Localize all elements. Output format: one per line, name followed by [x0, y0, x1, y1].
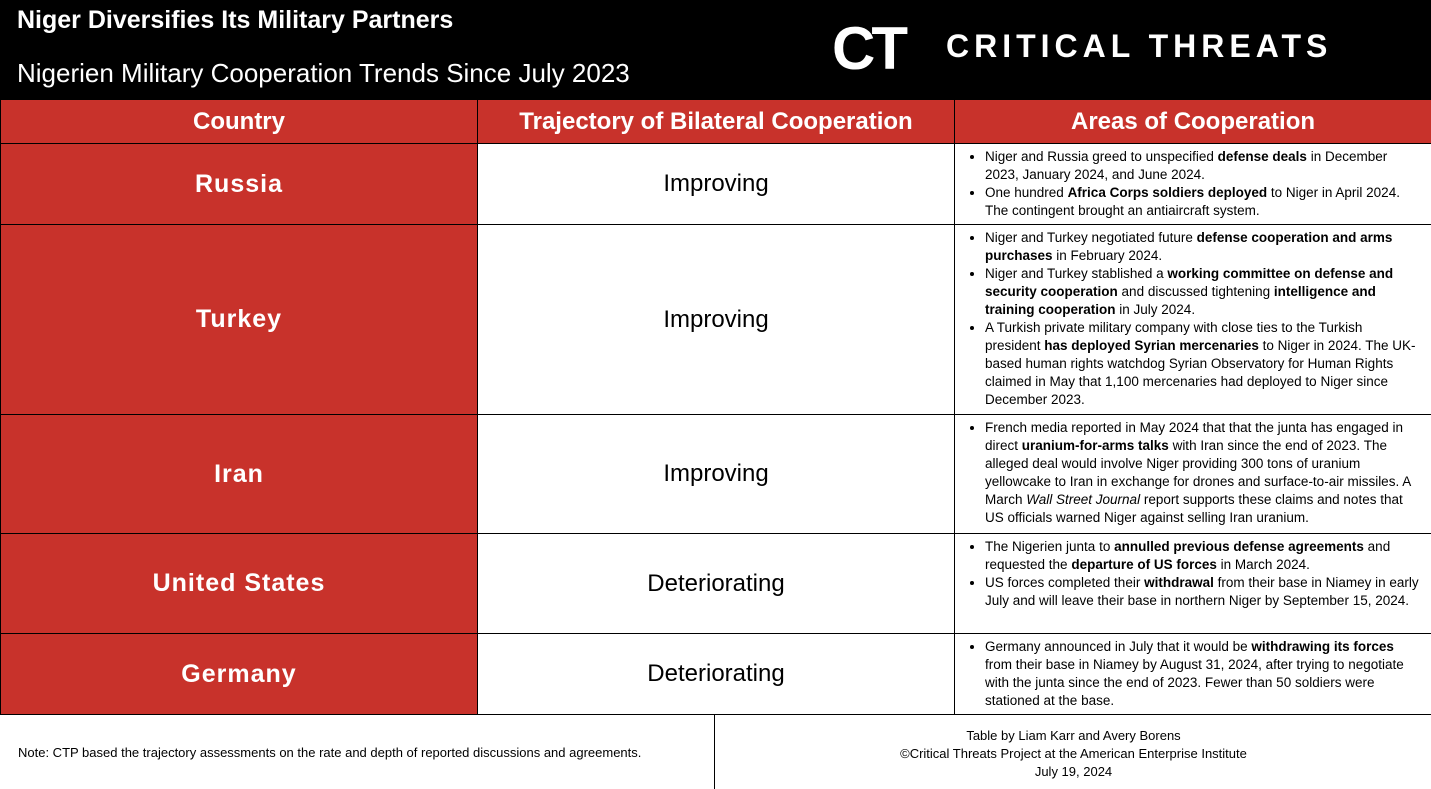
page-title: Niger Diversifies Its Military Partners	[17, 6, 454, 34]
bullet-text: to Niger in April 2024. The contingent brought an antiaircraft system.	[985, 185, 1400, 218]
bullet-item	[985, 319, 1421, 409]
header-banner	[0, 0, 1431, 99]
trajectory-cell: Improving	[478, 415, 955, 534]
bullet-item	[985, 229, 1421, 265]
bullet-text: One hundred	[985, 185, 1068, 200]
bullet-item	[985, 184, 1421, 220]
emphasis-text: working committee on defense and security cooperation	[985, 266, 1394, 299]
page-subtitle: Nigerien Military Cooperation Trends Since July 2023	[17, 58, 630, 88]
column-header-areas: Areas of Cooperation	[955, 100, 1431, 144]
ct-logo-icon: CT	[832, 15, 904, 82]
emphasis-text: uranium-for-arms talks	[1021, 438, 1169, 453]
italic-text: Wall Street Journal	[1026, 492, 1141, 507]
bullet-text: Niger and Russia greed to unspecified	[985, 149, 1218, 164]
bullet-text: The Nigerien junta to	[985, 539, 1115, 554]
bullet-text: US forces completed their	[985, 575, 1145, 590]
bullet-item	[985, 638, 1421, 710]
credit-date: July 19, 2024	[1034, 764, 1113, 779]
bullet-text: Germany announced in July that it would be	[985, 639, 1252, 654]
country-cell: Russia	[1, 144, 478, 225]
emphasis-text: withdrawal	[1144, 575, 1214, 590]
bullet-text: French media reported in May 2024 that that the junta has engaged in direct	[985, 420, 1404, 453]
bullet-text: and discussed tightening	[1117, 284, 1274, 299]
bullet-text: in December 2023, January 2024, and June 2024.	[985, 149, 1388, 182]
trajectory-cell: Deteriorating	[478, 534, 955, 634]
areas-cell	[955, 144, 1431, 225]
areas-cell	[955, 534, 1431, 634]
logo-wordmark: CRITICAL THREATS	[946, 28, 1333, 64]
bullet-text: from their base in Niamey by August 31, 2024, after trying to negotiate with the junta since the end of 2023. Fewer than 50 soldiers were stationed at the base.	[985, 657, 1404, 708]
country-cell: Iran	[1, 415, 478, 534]
areas-cell	[955, 225, 1431, 415]
emphasis-text: annulled previous defense agreements	[1114, 539, 1364, 554]
country-cell: Turkey	[1, 225, 478, 415]
credit-authors: Table by Liam Karr and Avery Borens	[966, 728, 1181, 743]
footer	[0, 714, 1431, 789]
bullet-text: in July 2024.	[1115, 302, 1196, 317]
emphasis-text: departure of US forces	[1071, 557, 1217, 572]
bullet-list	[955, 144, 1431, 220]
bullet-text: Niger and Turkey negotiated future	[985, 230, 1197, 245]
bullet-text: in February 2024.	[1052, 248, 1163, 263]
bullet-text: Niger and Turkey stablished a	[985, 266, 1168, 281]
emphasis-text: withdrawing its forces	[1251, 639, 1394, 654]
emphasis-text: defense cooperation and arms purchases	[985, 230, 1393, 263]
bullet-text: in March 2024.	[1216, 557, 1310, 572]
bullet-list	[955, 415, 1431, 527]
bullet-list	[955, 225, 1431, 409]
bullet-list	[955, 534, 1431, 610]
table-row	[1, 415, 1431, 534]
table-row	[1, 144, 1431, 225]
emphasis-text: has deployed Syrian mercenaries	[1044, 338, 1259, 353]
trajectory-cell: Improving	[478, 225, 955, 415]
emphasis-text: Africa Corps soldiers deployed	[1067, 185, 1268, 200]
bullet-text: with Iran since the end of 2023. The alleged deal would involve Niger providing 300 tons of uranium yellowcake to Iran in exchange for drones and surface-to-air missiles. A March	[985, 438, 1411, 507]
bullet-item	[985, 574, 1421, 610]
bullet-item	[985, 538, 1421, 574]
bullet-item	[985, 265, 1421, 319]
credit-organization: ©Critical Threats Project at the American Enterprise Institute	[900, 746, 1247, 761]
emphasis-text: defense deals	[1217, 149, 1307, 164]
methodology-note: Note: CTP based the trajectory assessments on the rate and depth of reported discussions and agreements.	[0, 715, 715, 789]
column-header-country: Country	[1, 100, 478, 144]
trajectory-cell: Improving	[478, 144, 955, 225]
country-cell: United States	[1, 534, 478, 634]
bullet-text: report supports these claims and notes that US officials warned Niger against selling Iran uranium.	[985, 492, 1403, 525]
table-row	[1, 634, 1431, 715]
cooperation-table	[0, 99, 1431, 715]
trajectory-cell: Deteriorating	[478, 634, 955, 715]
table-row	[1, 534, 1431, 634]
emphasis-text: intelligence and training cooperation	[985, 284, 1376, 317]
areas-cell	[955, 634, 1431, 715]
credits	[716, 727, 1431, 781]
column-header-trajectory: Trajectory of Bilateral Cooperation	[478, 100, 955, 144]
table-header-row	[1, 100, 1431, 144]
table-row	[1, 225, 1431, 415]
areas-cell	[955, 415, 1431, 534]
bullet-text: to Niger in 2024. The UK-based human rights watchdog Syrian Observatory for Human Rights claimed in May that 1,100 mercenaries had deployed to Niger since December 2023.	[985, 338, 1416, 407]
bullet-text: A Turkish private military company with close ties to the Turkish president	[985, 320, 1363, 353]
country-cell: Germany	[1, 634, 478, 715]
bullet-item	[985, 419, 1421, 527]
bullet-text: and requested the	[985, 539, 1391, 572]
bullet-list	[955, 634, 1431, 710]
bullet-item	[985, 148, 1421, 184]
bullet-text: from their base in Niamey in early July and will leave their base in northern Niger by September 15, 2024.	[985, 575, 1419, 608]
